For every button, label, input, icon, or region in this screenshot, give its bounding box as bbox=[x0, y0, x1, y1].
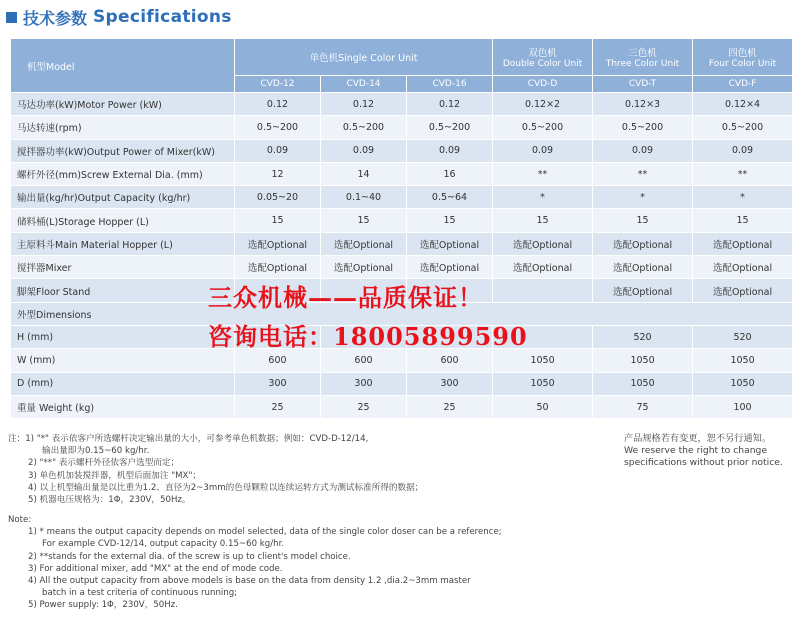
table-cell: 0.12 bbox=[407, 93, 493, 116]
row-label: 储料桶(L)Storage Hopper (L) bbox=[11, 209, 235, 232]
note-line: 4) All the output capacity from above models is base on the data from density 1.2 ,dia.2~3mm master bbox=[28, 576, 471, 587]
note-line: For example CVD-12/14, output capacity 0.15~60 kg/hr. bbox=[42, 539, 285, 550]
model-code-cell: CVD-14 bbox=[321, 76, 407, 93]
specifications-table bbox=[10, 38, 793, 419]
notes-chinese bbox=[8, 433, 598, 506]
table-row bbox=[11, 116, 793, 139]
table-cell: 0.5~200 bbox=[235, 116, 321, 139]
table-cell: 0.1~40 bbox=[321, 186, 407, 209]
table-cell: 0.5~64 bbox=[407, 186, 493, 209]
table-cell: 选配Optional bbox=[493, 232, 593, 255]
model-code-cell: CVD-12 bbox=[235, 76, 321, 93]
row-label: 马达转速(rpm) bbox=[11, 116, 235, 139]
table-cell: 300 bbox=[321, 372, 407, 395]
row-label: 输出量(kg/hr)Output Capacity (kg/hr) bbox=[11, 186, 235, 209]
table-cell: 25 bbox=[235, 395, 321, 418]
table-cell: 0.5~200 bbox=[593, 116, 693, 139]
table-row bbox=[11, 209, 793, 232]
table-cell: 0.5~200 bbox=[407, 116, 493, 139]
note-line: 3) 单色机加装搅拌器，机型后面加注 "MX"； bbox=[28, 470, 201, 481]
table-cell: ** bbox=[493, 162, 593, 185]
note-line: 1) * means the output capacity depends on model selected, data of the single color doser can be a reference; bbox=[28, 527, 502, 538]
table-cell: 0.12×3 bbox=[593, 93, 693, 116]
row-label: 脚架Floor Stand bbox=[11, 279, 235, 302]
table-row bbox=[11, 139, 793, 162]
group-three-color: 三色机 Three Color Unit bbox=[593, 39, 693, 76]
table-cell: 0.05~20 bbox=[235, 186, 321, 209]
table-cell: 0.12×4 bbox=[693, 93, 793, 116]
table-cell: 100 bbox=[693, 395, 793, 418]
table-cell: 1050 bbox=[593, 349, 693, 372]
model-code-cell: CVD-16 bbox=[407, 76, 493, 93]
group-double-color: 双色机 Double Color Unit bbox=[493, 39, 593, 76]
table-cell: 1050 bbox=[493, 349, 593, 372]
table-cell: 选配Optional bbox=[407, 232, 493, 255]
model-code-cell: CVD-D bbox=[493, 76, 593, 93]
table-cell: * bbox=[493, 186, 593, 209]
table-cell: 300 bbox=[235, 372, 321, 395]
table-cell: 0.12 bbox=[321, 93, 407, 116]
note-line: We reserve the right to change bbox=[624, 445, 768, 457]
note-line: 2) "**" 表示螺杆外径依客户选型而定； bbox=[28, 458, 180, 469]
table-cell: 12 bbox=[235, 162, 321, 185]
section-heading bbox=[6, 5, 232, 29]
note-line: 输出量即为0.15~60 kg/hr. bbox=[42, 446, 150, 457]
table-cell: 0.5~200 bbox=[493, 116, 593, 139]
row-label: 重量 Weight (kg) bbox=[11, 395, 235, 418]
table-cell: 选配Optional bbox=[407, 256, 493, 279]
table-row bbox=[11, 395, 793, 418]
note-line: batch in a test criteria of continuous running; bbox=[42, 588, 238, 599]
table-cell: 选配Optional bbox=[593, 279, 693, 302]
table-cell: ** bbox=[593, 162, 693, 185]
table-cell: 选配Optional bbox=[693, 256, 793, 279]
table-cell: 0.09 bbox=[407, 139, 493, 162]
watermark-phone: 咨询电话：18005899590 bbox=[208, 322, 528, 351]
table-row bbox=[11, 162, 793, 185]
note-line: 4) 以上机型输出量是以比重为1.2、直径为2~3mm的色母颗粒以连续运转方式为测试标准所得的数据； bbox=[28, 482, 424, 493]
table-cell: 选配Optional bbox=[321, 256, 407, 279]
heading-title-en: Specifications bbox=[93, 7, 232, 27]
table-cell: * bbox=[693, 186, 793, 209]
table-cell: 选配Optional bbox=[693, 232, 793, 255]
table-cell: 0.12 bbox=[235, 93, 321, 116]
table-cell: 25 bbox=[407, 395, 493, 418]
table-cell: 600 bbox=[235, 349, 321, 372]
table-cell: 1050 bbox=[693, 372, 793, 395]
table-cell: 0.5~200 bbox=[693, 116, 793, 139]
table-cell: * bbox=[593, 186, 693, 209]
row-label: 搅拌器功率(kW)Output Power of Mixer(kW) bbox=[11, 139, 235, 162]
table-cell: 520 bbox=[593, 325, 693, 348]
table-cell: 0.09 bbox=[593, 139, 693, 162]
table-cell: 0.09 bbox=[321, 139, 407, 162]
table-cell: 25 bbox=[321, 395, 407, 418]
note-line: 2) **stands for the external dia. of the screw is up to client's model choice. bbox=[28, 551, 351, 562]
table-cell: ** bbox=[693, 162, 793, 185]
table-cell: 75 bbox=[593, 395, 693, 418]
table-cell: 15 bbox=[407, 209, 493, 232]
table-cell: 1050 bbox=[693, 349, 793, 372]
table-cell: 选配Optional bbox=[321, 232, 407, 255]
note-line: 产品规格若有变更，恕不另行通知。 bbox=[624, 433, 771, 444]
row-label: 马达功率(kW)Motor Power (kW) bbox=[11, 93, 235, 116]
row-label: W (mm) bbox=[11, 349, 235, 372]
row-label: 螺杆外径(mm)Screw External Dia. (mm) bbox=[11, 162, 235, 185]
table-row bbox=[11, 372, 793, 395]
note-line: 注：1) "*" 表示依客户所选螺杆决定输出量的大小，可参考单色机数据；例如：CVD-D-12/14, bbox=[8, 434, 369, 444]
table-cell: 0.5~200 bbox=[321, 116, 407, 139]
table-cell: 520 bbox=[693, 325, 793, 348]
table-cell: 15 bbox=[321, 209, 407, 232]
disclaimer-note bbox=[624, 433, 796, 470]
table-cell: 选配Optional bbox=[493, 256, 593, 279]
table-cell: 600 bbox=[321, 349, 407, 372]
table-cell: 15 bbox=[593, 209, 693, 232]
table-cell: 15 bbox=[235, 209, 321, 232]
table-cell: 1050 bbox=[493, 372, 593, 395]
notes-english bbox=[8, 514, 598, 612]
model-header: 机型Model bbox=[11, 39, 235, 93]
table-cell: 选配Optional bbox=[235, 232, 321, 255]
group-single-color: 单色机Single Color Unit bbox=[235, 39, 493, 76]
table-cell: 50 bbox=[493, 395, 593, 418]
note-line: 3) For additional mixer, add "MX" at the end of mode code. bbox=[28, 563, 283, 574]
table-cell: 0.09 bbox=[235, 139, 321, 162]
table-cell: 0.09 bbox=[493, 139, 593, 162]
row-label: 搅拌器Mixer bbox=[11, 256, 235, 279]
note-line: 5) 机器电压规格为：1Φ，230V，50Hz。 bbox=[28, 495, 191, 506]
table-cell: 600 bbox=[407, 349, 493, 372]
table-cell: 选配Optional bbox=[693, 279, 793, 302]
watermark-slogan: 三众机械——品质保证！ bbox=[208, 283, 483, 312]
row-label: 主原料斗Main Material Hopper (L) bbox=[11, 232, 235, 255]
row-label: D (mm) bbox=[11, 372, 235, 395]
row-label: H (mm) bbox=[11, 325, 235, 348]
table-row bbox=[11, 232, 793, 255]
table-cell: 14 bbox=[321, 162, 407, 185]
table-row bbox=[11, 256, 793, 279]
note-line: 5) Power supply: 1Φ，230V，50Hz. bbox=[28, 600, 178, 611]
table-cell: 15 bbox=[493, 209, 593, 232]
table-cell: 选配Optional bbox=[593, 256, 693, 279]
table-row bbox=[11, 186, 793, 209]
model-code-cell: CVD-T bbox=[593, 76, 693, 93]
note-line: Note: bbox=[8, 515, 32, 525]
group-four-color: 四色机 Four Color Unit bbox=[693, 39, 793, 76]
table-row bbox=[11, 93, 793, 116]
heading-title-cn: 技术参数 bbox=[23, 8, 88, 28]
table-cell: 16 bbox=[407, 162, 493, 185]
row-label: 外型Dimensions bbox=[11, 302, 793, 325]
table-cell: 选配Optional bbox=[235, 256, 321, 279]
table-cell: 1050 bbox=[593, 372, 693, 395]
table-cell: 0.12×2 bbox=[493, 93, 593, 116]
note-line: specifications without prior notice. bbox=[624, 457, 783, 469]
model-code-cell: CVD-F bbox=[693, 76, 793, 93]
table-cell: 300 bbox=[407, 372, 493, 395]
table-cell: 选配Optional bbox=[593, 232, 693, 255]
table-cell: 0.09 bbox=[693, 139, 793, 162]
square-bullet-icon bbox=[6, 12, 17, 23]
table-row bbox=[11, 349, 793, 372]
table-cell: 15 bbox=[693, 209, 793, 232]
